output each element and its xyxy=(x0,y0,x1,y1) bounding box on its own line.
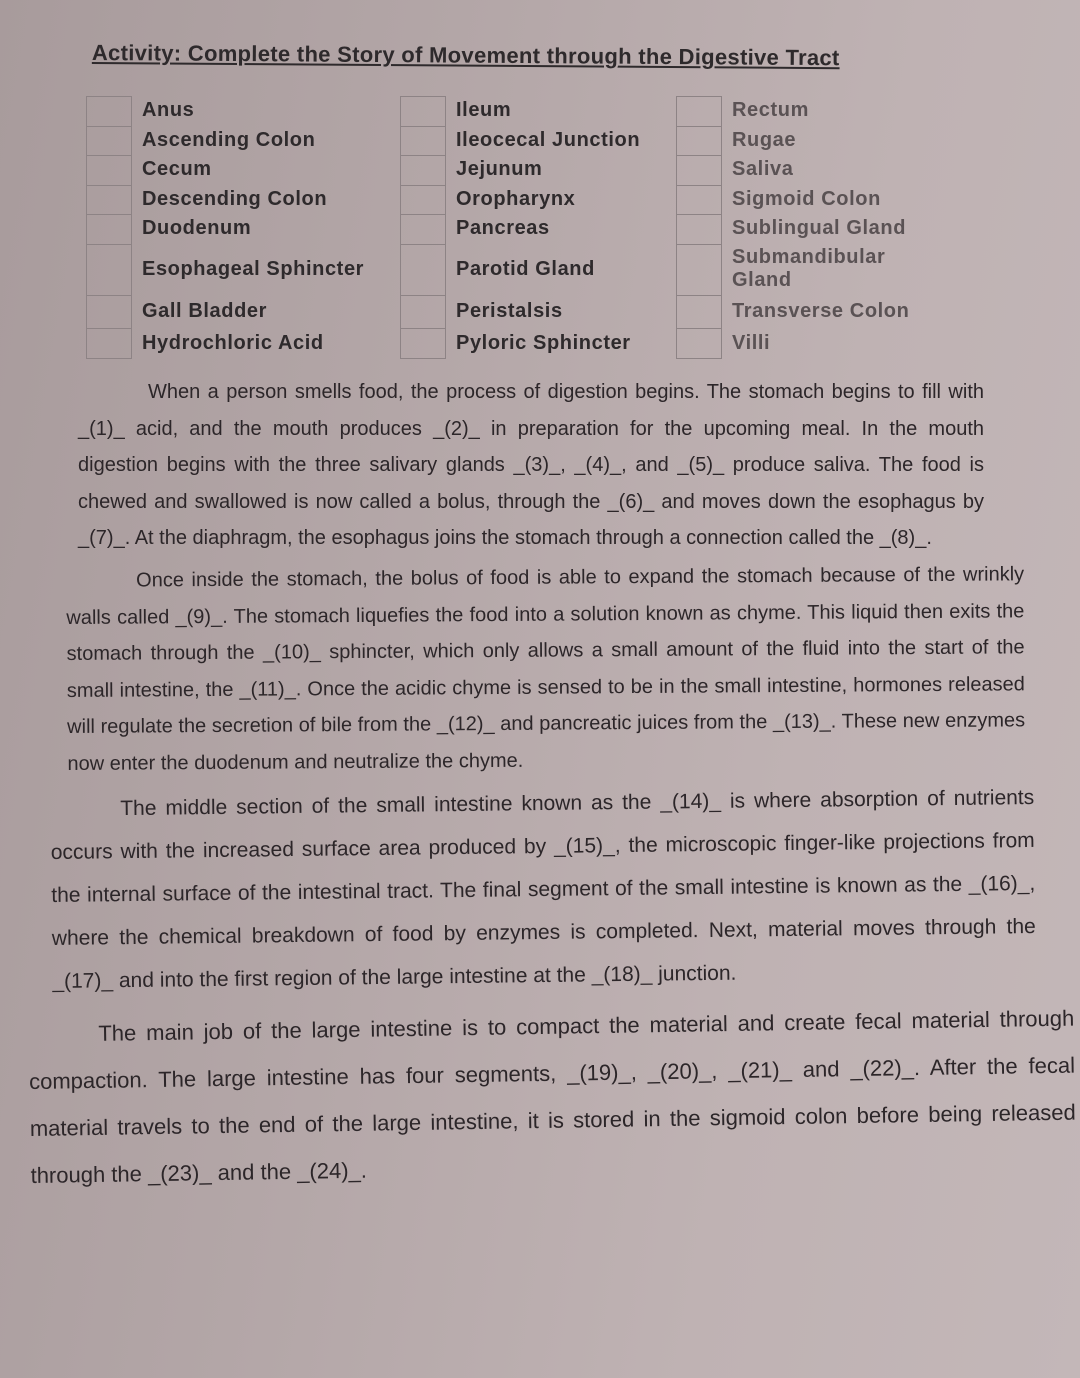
word-bank-term: Hydrochloric Acid xyxy=(142,331,324,354)
word-bank-term: Ascending Colon xyxy=(142,128,316,151)
word-bank-term: Rugae xyxy=(732,128,797,151)
answer-box[interactable] xyxy=(676,244,722,295)
story-paragraph-4: The main job of the large intestine is to compact the material and create fecal material through compaction. The large intestine has four segments, _(19)_, _(20)_, _(21)_ and _(22)_. After the fecal material travels to the end of the large intestine, it is stored in the sigmoid colon before being released through the _(23)_ and the _(24)_. xyxy=(28,1005,1076,1188)
word-bank-term: Peristalsis xyxy=(456,299,563,322)
answer-box[interactable] xyxy=(676,155,722,185)
word-bank-term: Submandibular Gland xyxy=(732,246,886,291)
story-paragraph-3: The middle section of the small intestine known as the _(14)_ is where absorption of nutrients occurs with the increased surface area produced by _(15)_, the microscopic finger-like projections from the internal surface of the intestinal tract. The final segment of the small intestine is known as the _(16)_, where the chemical breakdown of food by enzymes is completed. Next, material moves through the _(17)_ and into the first region of the large intestine at the _(18)_ junction. xyxy=(50,785,1036,993)
word-bank xyxy=(86,96,986,362)
activity-title: Activity: Complete the Story of Movement through the Digestive Tract xyxy=(91,40,840,71)
answer-box[interactable] xyxy=(400,155,446,185)
word-bank-term: Pyloric Sphincter xyxy=(456,331,631,354)
word-bank-term: Pancreas xyxy=(456,217,550,240)
answer-box[interactable] xyxy=(86,126,132,156)
word-bank-row xyxy=(86,126,396,156)
word-bank-term: Jejunum xyxy=(456,158,543,181)
word-bank-term: Oropharynx xyxy=(456,187,576,210)
word-bank-row xyxy=(86,328,396,359)
word-bank-term: Duodenum xyxy=(142,217,252,240)
word-bank-term: Gall Bladder xyxy=(142,299,268,322)
story-text xyxy=(28,374,1076,1205)
answer-box[interactable] xyxy=(86,328,132,359)
story-paragraph-1: When a person smells food, the process of digestion begins. The stomach begins to fill with _(1)_ acid, and the mouth produces _(2)_ in preparation for the upcoming meal. In the mouth digestion begins with the three salivary glands _(3)_, _(4)_, and _(5)_ produce saliva. The food is chewed and swallowed is now called a bolus, through the _(6)_ and moves down the esophagus by _(7)_. At the diaphragm, the esophagus joins the stomach through a connection called the _(8)_. xyxy=(78,381,984,549)
word-bank-row xyxy=(676,155,976,185)
word-bank-term: Rectum xyxy=(732,99,809,122)
answer-box[interactable] xyxy=(86,185,132,215)
word-bank-row xyxy=(400,328,670,359)
word-bank-term: Cecum xyxy=(142,158,212,181)
answer-box[interactable] xyxy=(86,244,132,295)
word-bank-row xyxy=(86,295,396,328)
word-bank-term: Saliva xyxy=(732,158,794,181)
word-bank-row xyxy=(86,244,396,295)
word-bank-column-2 xyxy=(400,96,670,359)
answer-box[interactable] xyxy=(400,244,446,295)
word-bank-term: Sigmoid Colon xyxy=(732,187,881,210)
word-bank-row xyxy=(400,96,670,126)
word-bank-row xyxy=(86,155,396,185)
word-bank-term: Parotid Gland xyxy=(456,257,595,280)
answer-box[interactable] xyxy=(676,295,722,328)
word-bank-row xyxy=(676,214,976,244)
word-bank-term: Transverse Colon xyxy=(732,299,910,322)
answer-box[interactable] xyxy=(86,295,132,328)
answer-box[interactable] xyxy=(676,328,722,359)
answer-box[interactable] xyxy=(86,155,132,185)
word-bank-column-1 xyxy=(86,96,396,359)
answer-box[interactable] xyxy=(400,328,446,359)
answer-box[interactable] xyxy=(676,96,722,126)
word-bank-row xyxy=(400,214,670,244)
word-bank-row xyxy=(676,185,976,215)
word-bank-row xyxy=(400,185,670,215)
word-bank-row xyxy=(86,185,396,215)
answer-box[interactable] xyxy=(400,295,446,328)
answer-box[interactable] xyxy=(676,126,722,156)
word-bank-row xyxy=(400,295,670,328)
answer-box[interactable] xyxy=(400,126,446,156)
word-bank-row xyxy=(676,126,976,156)
word-bank-row xyxy=(400,244,670,295)
word-bank-row xyxy=(400,126,670,156)
word-bank-row xyxy=(676,244,976,295)
word-bank-row xyxy=(86,96,396,126)
answer-box[interactable] xyxy=(86,96,132,126)
answer-box[interactable] xyxy=(676,214,722,244)
answer-box[interactable] xyxy=(676,185,722,215)
word-bank-term: Ileocecal Junction xyxy=(456,128,641,151)
answer-box[interactable] xyxy=(400,185,446,215)
story-paragraph-2: Once inside the stomach, the bolus of food is able to expand the stomach because of the wrinkly walls called _(9)_. The stomach liquefies the food into a solution known as chyme. This liquid then exits the stomach through the _(10)_ sphincter, which only allows a small amount of the fluid into the start of the small intestine, the _(11)_. Once the acidic chyme is sensed to be in the small intestine, hormones released will regulate the secretion of bile from the _(12)_ and pancreatic juices from the _(13)_. These new enzymes now enter the duodenum and neutralize the chyme. xyxy=(66,562,1026,774)
word-bank-row xyxy=(86,214,396,244)
word-bank-term: Ileum xyxy=(456,99,512,122)
answer-box[interactable] xyxy=(400,96,446,126)
word-bank-row xyxy=(400,155,670,185)
word-bank-term: Sublingual Gland xyxy=(732,217,907,240)
word-bank-term: Villi xyxy=(732,331,771,354)
word-bank-term: Anus xyxy=(142,99,195,122)
word-bank-row xyxy=(676,96,976,126)
word-bank-term: Esophageal Sphincter xyxy=(142,257,365,280)
word-bank-term: Descending Colon xyxy=(142,187,328,210)
word-bank-row xyxy=(676,328,976,359)
word-bank-column-3 xyxy=(676,96,976,359)
answer-box[interactable] xyxy=(86,214,132,244)
answer-box[interactable] xyxy=(400,214,446,244)
word-bank-row xyxy=(676,295,976,328)
